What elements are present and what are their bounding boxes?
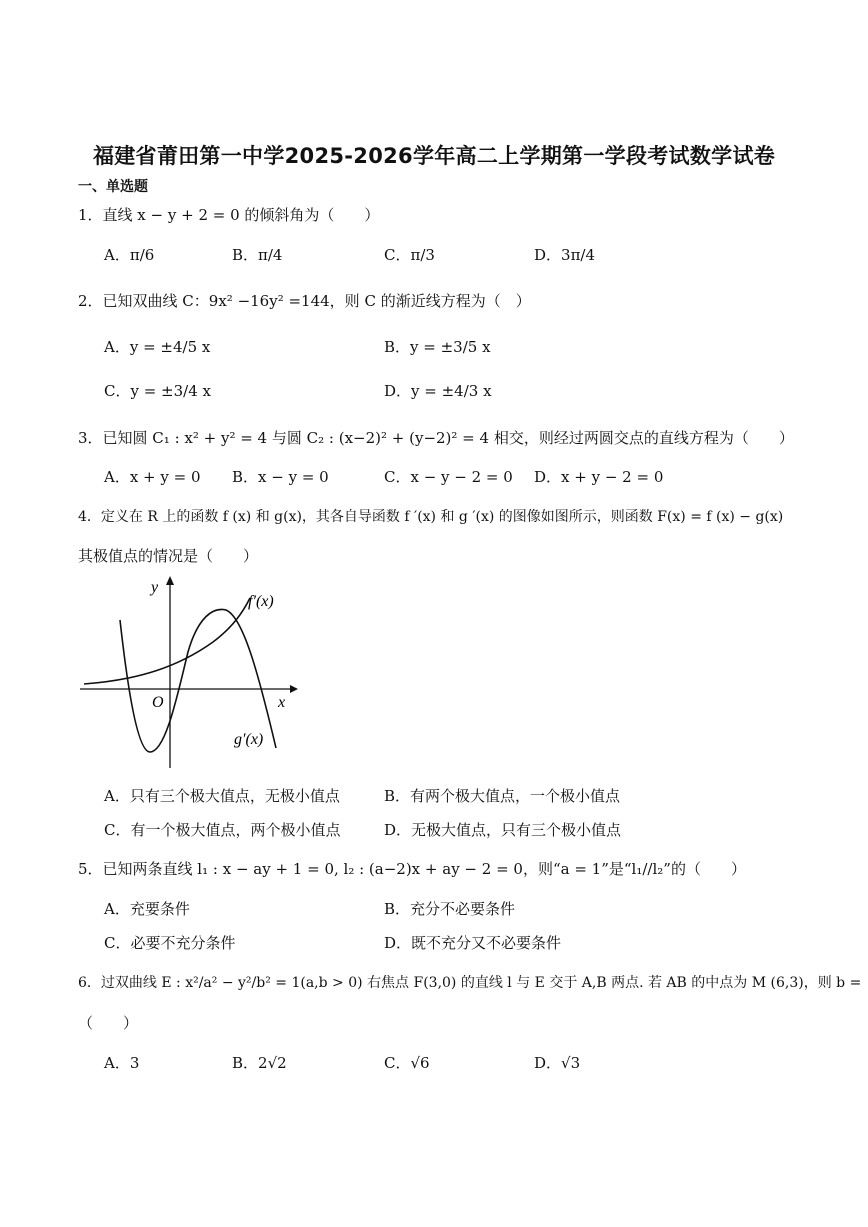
x-axis-arrow (290, 685, 298, 693)
q1-option-d[interactable]: D．3π/4 (534, 246, 596, 264)
f-prime-curve (84, 598, 250, 684)
x-axis-label: x (278, 694, 286, 711)
q2-option-d[interactable]: D．y = ±4/3 x (384, 382, 492, 400)
question-5-stem: 5．已知两条直线 l₁ : x − ay + 1 = 0, l₂ : (a−2)x + ay − 2 = 0，则“a = 1”是“l₁//l₂”的（ ） (78, 860, 746, 878)
question-3-stem: 3．已知圆 C₁ : x² + y² = 4 与圆 C₂ : (x−2)² + (y−2)² = 4 相交，则经过两圆交点的直线方程为（ ） (78, 429, 794, 447)
y-axis-arrow (166, 576, 174, 585)
question-1-stem: 1．直线 x − y + 2 = 0 的倾斜角为（ ） (78, 206, 380, 224)
q2-option-b[interactable]: B．y = ±3/5 x (384, 338, 491, 356)
q1-option-c[interactable]: C．π/3 (384, 246, 435, 264)
y-axis-label: y (151, 579, 159, 596)
question-6-stem-line-1: 6．过双曲线 E : x²/a² − y²/b² = 1(a,b > 0) 右焦点 F(3,0) 的直线 l 与 E 交于 A,B 两点. 若 AB 的中点为 M (6,3)，则 b = (78, 975, 862, 991)
q3-option-d[interactable]: D．x + y − 2 = 0 (534, 468, 664, 486)
question-6-stem-line-2: （ ） (78, 1014, 139, 1032)
q5-option-d[interactable]: D．既不充分又不必要条件 (384, 934, 562, 952)
q1-option-a[interactable]: A．π/6 (104, 246, 155, 264)
question-4-stem-line-2: 其极值点的情况是（ ） (78, 547, 259, 565)
q5-option-b[interactable]: B．充分不必要条件 (384, 900, 516, 918)
q3-option-a[interactable]: A．x + y = 0 (104, 468, 201, 486)
q5-option-a[interactable]: A．充要条件 (104, 900, 190, 918)
q6-option-c[interactable]: C．√6 (384, 1054, 430, 1072)
derivative-graph (78, 572, 298, 772)
q4-option-a[interactable]: A．只有三个极大值点，无极小值点 (104, 787, 340, 805)
q4-option-d[interactable]: D．无极大值点，只有三个极小值点 (384, 821, 622, 839)
q4-option-c[interactable]: C．有一个极大值点，两个极小值点 (104, 821, 341, 839)
question-2-stem: 2．已知双曲线 C：9x² −16y² =144，则 C 的渐近线方程为（ ） (78, 292, 531, 310)
g-prime-label: g′(x) (234, 731, 264, 748)
question-4-stem-line-1: 4．定义在 R 上的函数 f (x) 和 g(x)，其各自导函数 f ′(x) 和 g ′(x) 的图像如图所示，则函数 F(x) = f (x) − g(x) (78, 509, 784, 525)
q6-option-d[interactable]: D．√3 (534, 1054, 581, 1072)
q5-option-c[interactable]: C．必要不充分条件 (104, 934, 236, 952)
q3-option-c[interactable]: C．x − y − 2 = 0 (384, 468, 513, 486)
q2-option-a[interactable]: A．y = ±4/5 x (104, 338, 211, 356)
q3-option-b[interactable]: B．x − y = 0 (232, 468, 329, 486)
q4-option-b[interactable]: B．有两个极大值点，一个极小值点 (384, 787, 621, 805)
q6-option-a[interactable]: A．3 (104, 1054, 140, 1072)
page-title: 福建省莆田第一中学2025-2026学年高二上学期第一学段考试数学试卷 (92, 144, 776, 168)
section-heading: 一、单选题 (78, 179, 148, 195)
f-prime-label: f′(x) (248, 593, 274, 610)
q1-option-b[interactable]: B．π/4 (232, 246, 283, 264)
q2-option-c[interactable]: C．y = ±3/4 x (104, 382, 211, 400)
origin-label: O (152, 694, 164, 711)
q6-option-b[interactable]: B．2√2 (232, 1054, 287, 1072)
